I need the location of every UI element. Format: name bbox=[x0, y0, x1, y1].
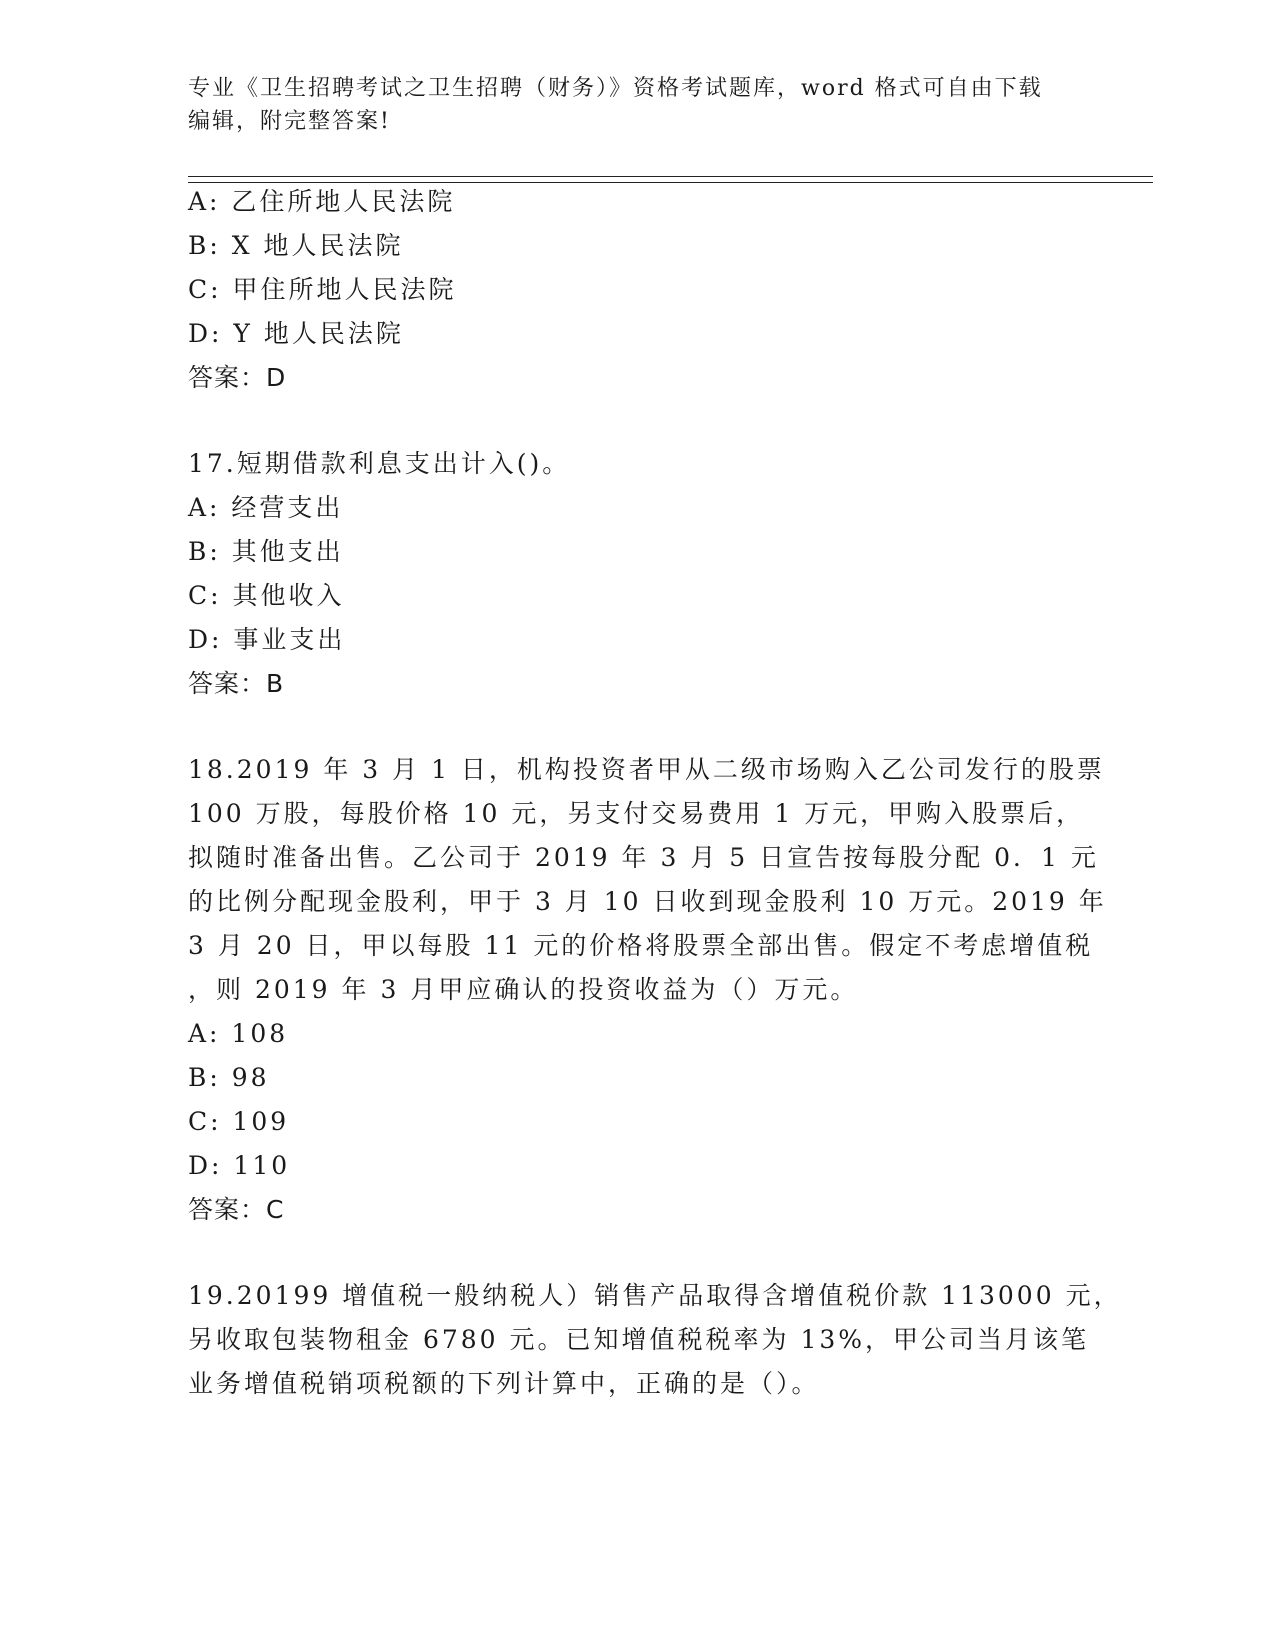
q18-option-a: A: 108 bbox=[188, 1019, 289, 1048]
q16-answer: 答案：D bbox=[188, 363, 287, 392]
q16-option-d: D: Y 地人民法院 bbox=[188, 319, 404, 348]
document-header bbox=[188, 72, 1088, 138]
q18-stem-line-1: 18.2019 年 3 月 1 日，机构投资者甲从二级市场购入乙公司发行的股票 bbox=[188, 755, 1105, 784]
q18-answer: 答案：C bbox=[188, 1195, 285, 1224]
q16-option-c: C: 甲住所地人民法院 bbox=[188, 275, 457, 304]
q18-stem-line-3: 拟随时准备出售。乙公司于 2019 年 3 月 5 日宣告按每股分配 0．1 元 bbox=[188, 843, 1099, 872]
q18-stem-line-2: 100 万股，每股价格 10 元，另支付交易费用 1 万元，甲购入股票后， bbox=[188, 799, 1085, 828]
q17-option-d: D: 事业支出 bbox=[188, 625, 346, 654]
q19-stem-line-3: 业务增值税销项税额的下列计算中，正确的是（）。 bbox=[188, 1369, 820, 1398]
q19-stem-line-1: 19.20199 增值税一般纳税人）销售产品取得含增值税价款 113000 元， bbox=[188, 1281, 1122, 1310]
header-divider-bottom bbox=[188, 182, 1153, 183]
q18-stem-line-6: ，则 2019 年 3 月甲应确认的投资收益为（）万元。 bbox=[188, 975, 859, 1004]
q19-stem-line-2: 另收取包装物租金 6780 元。已知增值税税率为 13%，甲公司当月该笔 bbox=[188, 1325, 1090, 1354]
q17-answer: 答案：B bbox=[188, 669, 285, 698]
q17-option-b: B: 其他支出 bbox=[188, 537, 344, 566]
q18-stem-line-5: 3 月 20 日，甲以每股 11 元的价格将股票全部出售。假定不考虑增值税 bbox=[188, 931, 1094, 960]
q17-option-c: C: 其他收入 bbox=[188, 581, 345, 610]
q17-option-a: A: 经营支出 bbox=[188, 493, 344, 522]
header-divider-top bbox=[188, 176, 1153, 177]
q18-stem-line-4: 的比例分配现金股利，甲于 3 月 10 日收到现金股利 10 万元。2019 年 bbox=[188, 887, 1107, 916]
header-line-1: 专业《卫生招聘考试之卫生招聘（财务）》资格考试题库，word 格式可自由下载 bbox=[188, 76, 1043, 101]
q17-stem: 17.短期借款利息支出计入()。 bbox=[188, 449, 571, 478]
q18-option-d: D: 110 bbox=[188, 1151, 291, 1180]
header-line-2: 编辑，附完整答案! bbox=[188, 109, 391, 134]
q16-option-b: B: X 地人民法院 bbox=[188, 231, 404, 260]
q18-option-b: B: 98 bbox=[188, 1063, 270, 1092]
q18-option-c: C: 109 bbox=[188, 1107, 290, 1136]
q16-option-a: A: 乙住所地人民法院 bbox=[188, 187, 456, 216]
